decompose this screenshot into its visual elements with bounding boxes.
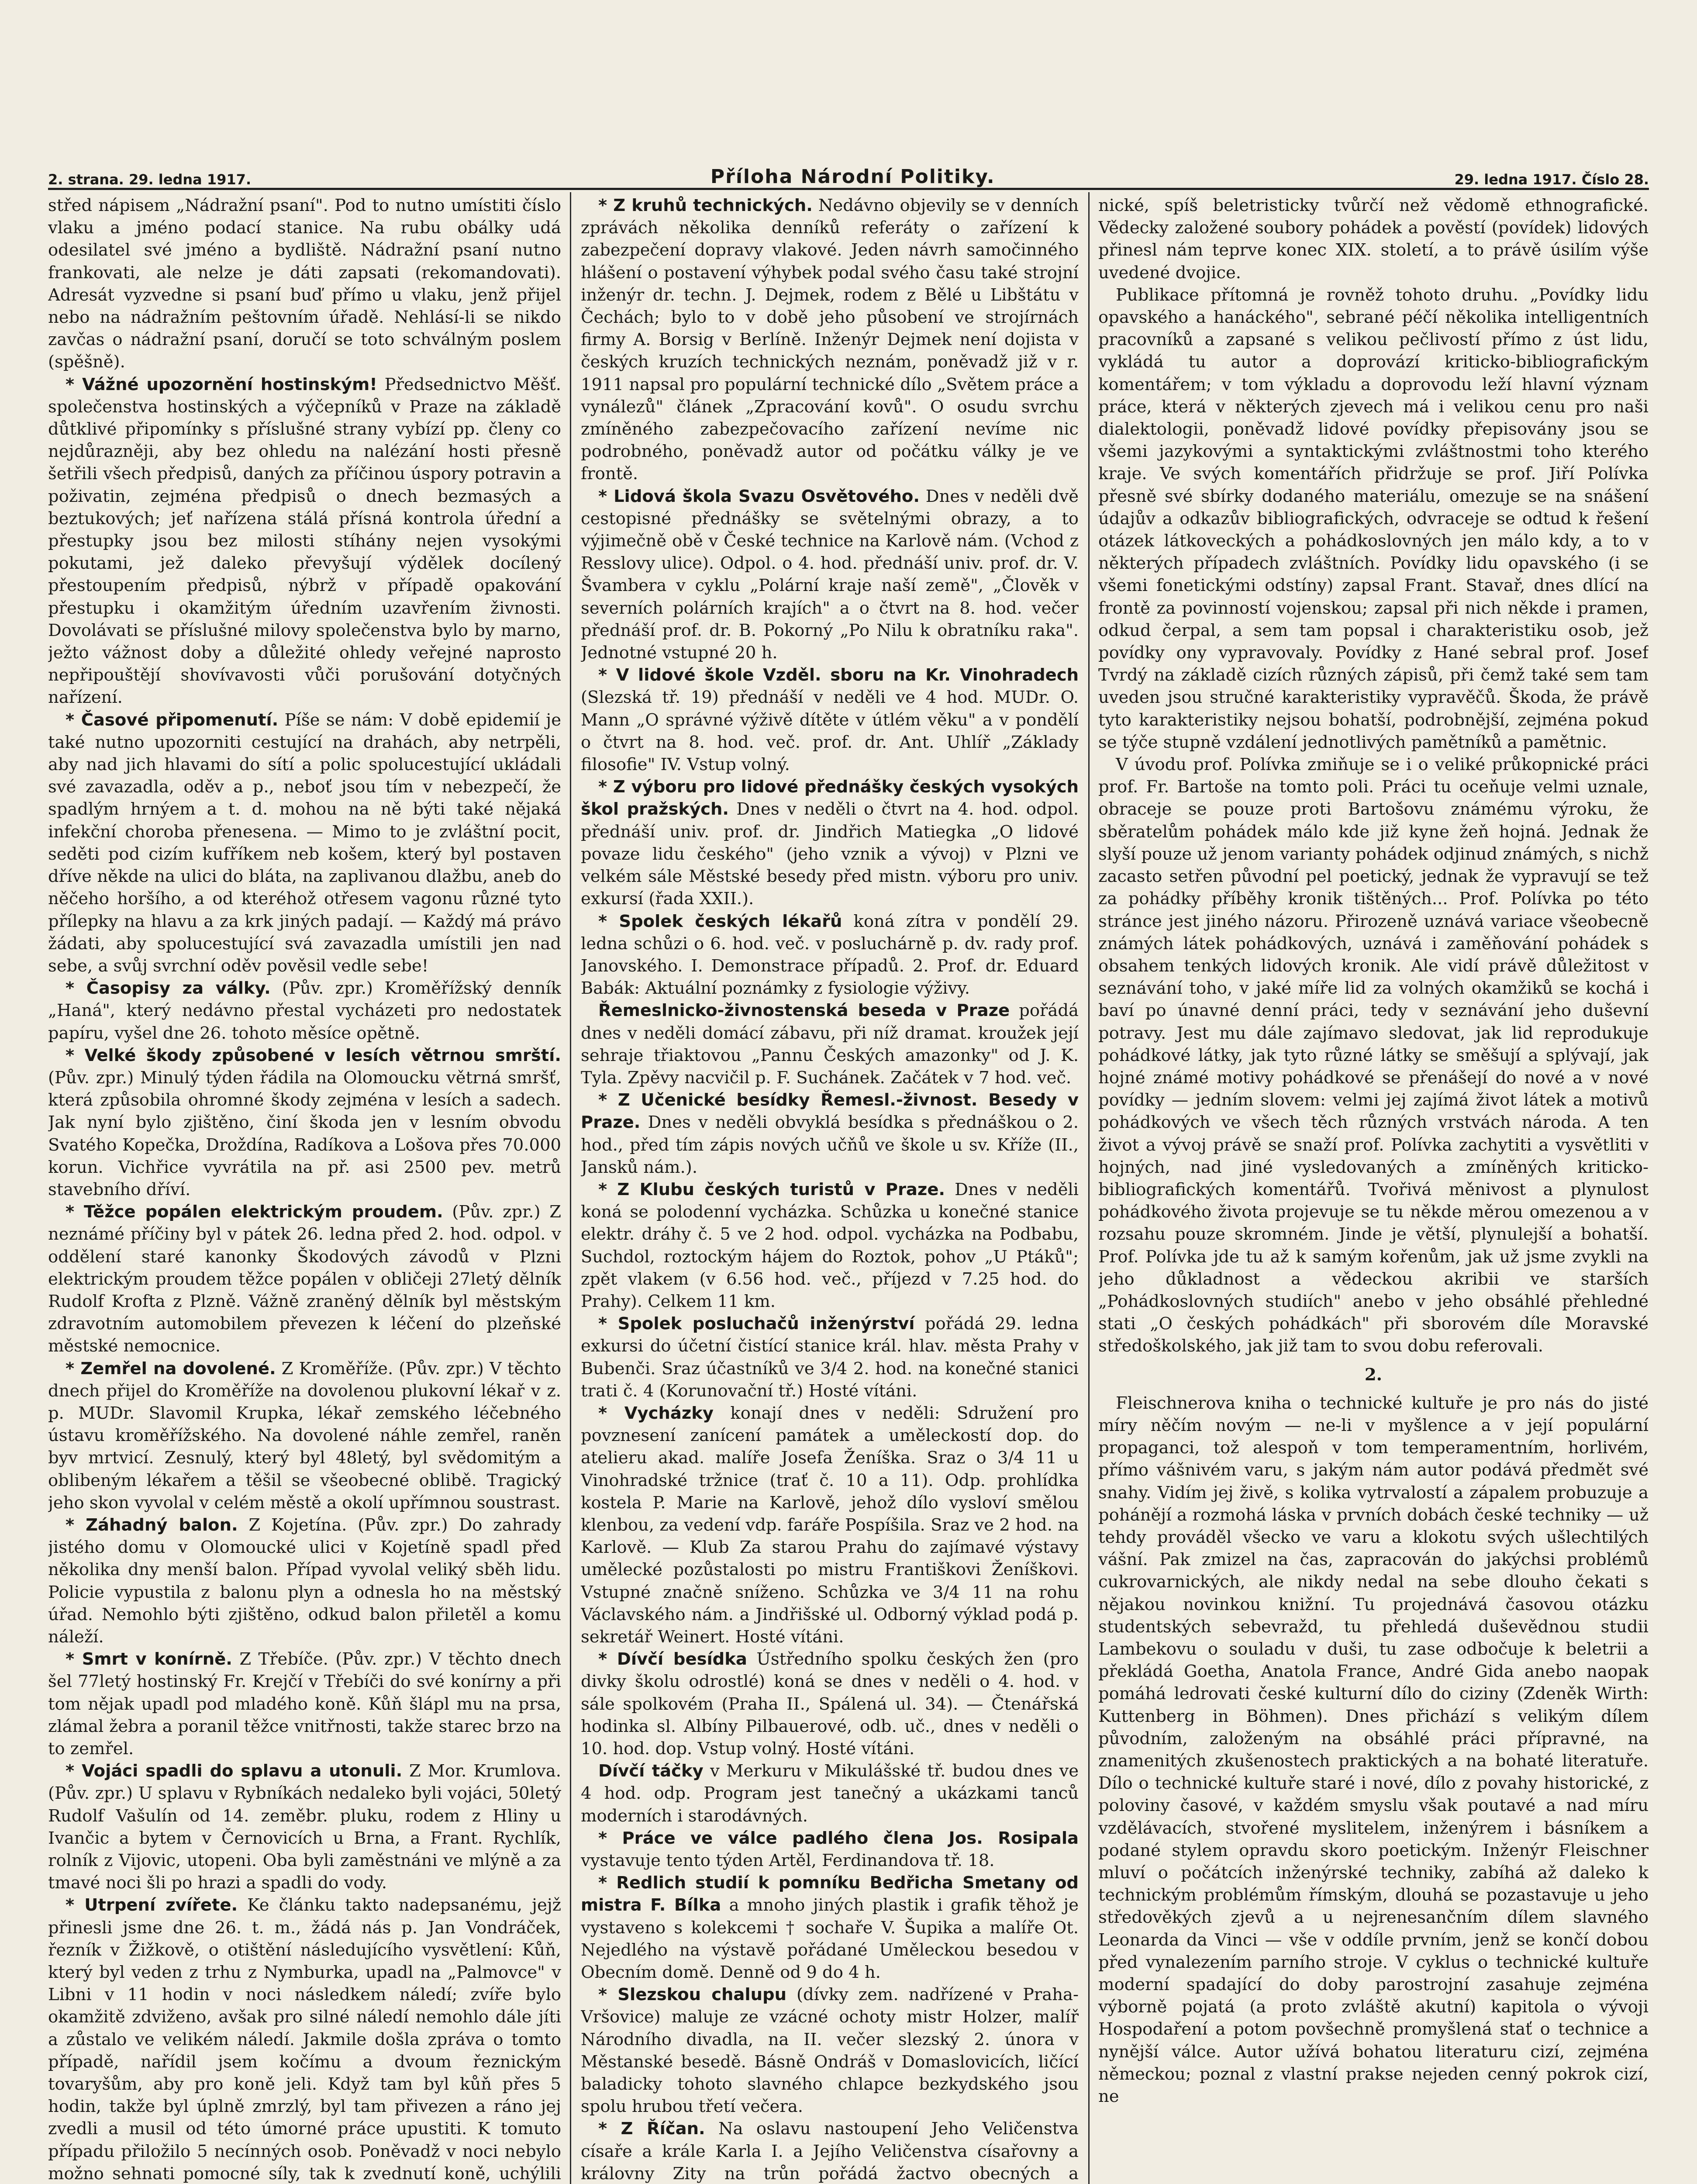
news-body: Dnes v neděli o čtvrt na 4. hod. odpol. přednáší univ. prof. dr. Jindřich Matiegka „O lidové povaze lidu českého" (jeho vznik a vývoj) v Plzni ve velkém sále Městské besedy před mistn. výboru pro univ. exkursí (řada XXII.). — [581, 799, 1079, 909]
news-item — [48, 1894, 561, 2184]
news-item — [48, 977, 561, 1044]
news-heading: * Z Klubu českých turistů v Praze. — [598, 1179, 945, 1199]
news-heading: * Utrpení zvířete. — [66, 1895, 238, 1915]
news-heading: * Zemřel na dovolené. — [66, 1358, 276, 1379]
news-body: (Pův. zpr.) Minulý týden řádila na Olomoucku větrná smršť, která způsobila ohromné škody zejména v lesích a sadech. Jak nyní bylo zjištěno, činí škoda jen v lesním obvodu Svatého Kopečka, Droždína, Radíkova a Lošova přes 70.000 korun. Vichřice vyvrátila na př. asi 2500 pev. metrů stavebního dříví. — [48, 1068, 561, 1199]
news-item — [48, 709, 561, 977]
news-body: vystavuje tento týden Artěl, Ferdinandova tř. 18. — [581, 1851, 995, 1871]
news-item — [581, 485, 1079, 664]
news-heading: Řemeslnicko-živnostenská beseda v Praze — [598, 1001, 1010, 1021]
news-heading: * Spolek českých lékařů — [598, 911, 842, 931]
news-body: Na oslavu nastoupení Jeho Veličenstva císaře a krále Karla I. a Jejího Veličenstva císařovny a královny Zity na trůn pořádá žactvo obecných a — [581, 2119, 1079, 2184]
news-item — [581, 776, 1079, 910]
column-1 — [48, 194, 561, 2184]
news-item — [581, 1827, 1079, 1872]
news-body: Dnes v neděli obvyklá besídka s přednáškou o 2. hod., před tím zápis nových učňů ve škole u sv. Kříže (II., Jansků nám.). — [581, 1113, 1079, 1177]
paragraph: Fleischnerova kniha o technické kultuře je pro nás do jisté míry něčím novým — ne-li v myšlence a v její populární propaganci, tož alespoň v tom temperamentním, horlivém, přímo vášnivém varu, s jakým nám autor podává předmět své snahy. Vidím jej živě, s kolika vytrvalostí a zápalem probuzuje a pohánějí a rozmohá láska v prvních dobách české techniky — už tehdy prováděl všecko ve varu a klokotu svých ušlechtilých vášní. Pak zmizel na čas, zapracován do jakýchsi problémů cukrovarnických, ale nikdy nedal na sebe dlouho čekati s nějakou novinkou knižní. Tu projednává časovou otázku studentských sebevražd, tu přehledá duševědnou studii Lambekovu o souladu v duši, tu zase odbočuje k beletrii a překládá Goetha, Anatola France, André Gida anebo naopak pomáhá ledrovati české kulturní dílo do ciziny (Zdeněk Wirth: Kuttenberg in Böhmen). Dnes přichází s velikým dílem původním, založeným na obsáhlé práci přípravné, na znamenitých zkušenostech praktických a na bohaté literatuře. Dílo o technické kultuře staré i nové, dílo z povahy historické, z poloviny časové, v každém smyslu však poutavé a nad míru vzdělávacích, stvořené myslitelem, inženýrem i básníkem a podané stylem opravdu skoro poetickým. Inženýr Fleischner mluví o počátcích inženýrské techniky, zabíhá až daleko k technickým problémům římským, dlouhá se pozastavuje u jeho středověkých zjevů a u nejrenesančním dílem slavného Leonarda da Vinci — vše v oddíle prvním, jenž se končí dobou před vynalezením parního stroje. V cyklus o technické kultuře moderní spadající do doby parostrojní zasahuje zejména výborně pojatá (a proto zvláště akutní) kapitola o vývoji Hospodaření a potom povšechně promyšlená stať o technice a nynější válce. Autor užívá bohatou literaturu cizí, zejména německou; poznal z vlastní prakse nejeden cenný pokrok cizí, ne — [1098, 1393, 1649, 2107]
news-body: (Pův. zpr.) Z neznámé příčiny byl v pátek 26. ledna před 2. hod. odpol. v oddělení staré kanonky Škodových závodů v Plzni elektrickým proudem těžce popálen v obličeji 27letý dělník Rudolf Krofta z Plzně. Vážně zraněný dělník byl městským zdravotním automobilem převezen k léčení do plzeňské městské nemocnice. — [48, 1202, 561, 1356]
news-heading: * Vážné upozornění hostinským! — [66, 374, 377, 394]
news-body: pořádá 29. ledna exkursi do účetní čistící stanice král. hlav. města Prahy v Bubenči. Sraz účastníků ve 3/4 2. hod. na konečné stanici trati č. 4 (Korunovační tř.) Hosté vítáni. — [581, 1314, 1079, 1401]
header-right: 29. ledna 1917. Číslo 28. — [1454, 171, 1649, 188]
news-item — [581, 664, 1079, 776]
news-heading: * Těžce popálen elektrickým proudem. — [66, 1202, 443, 1222]
news-body: Dnes v neděli dvě cestopisné přednášky se světelnými obrazy, a to výjimečně obě v České technice na Karlově nám. (Vchod z Resslovy ulice). Odpol. o 4. hod. přednáší univ. prof. dr. V. Švambera v cyklu „Polární kraje naší země", „Člověk v severních polárních krajích" a o čtvrt na 8. hod. večer přednáší prof. dr. B. Pokorný „Po Nilu k obratníku raka". Jednotné vstupné 20 h. — [581, 486, 1079, 663]
news-item — [48, 1648, 561, 1760]
paragraph: střed nápisem „Nádražní psaní". Pod to nutno umístiti číslo vlaku a jméno podací stanice. Na rubu obálky udá odesilatel své jméno a bydliště. Nádražní psaní nutno frankovati, ale nelze je dáti zapsati (rekomandovati). Adresát vyzvedne si psaní buď přímo u vlaku, jenž přijel nebo na nádražním peštovním úřadě. Nehlásí-li se nikdo zavčas o nádražní psaní, doručí se toto schválným poslem (spěšně). — [48, 196, 561, 372]
news-body: Z Třebíče. (Pův. zpr.) V těchto dnech šel 77letý hostinský Fr. Krejčí v Třebíči do své konírny a při tom nějak upadl pod mladého koně. Kůň šlápl mu na prsa, zlámal žebra a poranil těžce vnitřnosti, takže starec brzo na to zemřel. — [48, 1649, 561, 1759]
news-heading: Dívčí táčky — [598, 1761, 704, 1781]
news-item — [581, 1402, 1079, 1648]
news-heading: * Z Říčan. — [598, 2119, 705, 2139]
news-body: Z Mor. Krumlova. (Pův. zpr.) U splavu v Rybníkách nedaleko byli vojáci, 50letý Rudolf Vašulín od 14. zeměbr. pluku, rodem z Hliny u Ivančic a bytem v Černovicích u Brna, a Frant. Rychlík, rolník z Vijovic, utopeni. Oba byli zaměstnáni ve mlýně a za tmavé noci šli po hrazi a spadli do vody. — [48, 1761, 561, 1893]
news-heading: * Z výboru pro lidové přednášky českých vysokých škol pražských. — [581, 777, 1079, 819]
news-body: Předsednictvo Měšť. společenstva hostinských a výčepníků v Praze na základě důtklivé připomínky s příslušné strany vybízí pp. členy co nejdůrazněji, aby bez ohledu na nalézání hosti přesně šetřili všech předpisů, daných za příčinou úspory potravin a poživatin, zejména předpisů o dnech bezmasých a beztukových; jeť nařízena stálá přísná kontrola úřední a přestupky jsou bez milosti stíhány nejen vysokými pokutami, jež daleko převyšují výdělek docílený přestoupením předpisů, nýbrž v případě opakování přestupku i okamžitým úředním uzavřením živnosti. Dovolávati se příslušné milovy společenstva bylo by marno, ježto vážnost doby a důležité ohledy veřejné naprosto nepřipouštějí shovívavosti vůči porušování dotyčných nařízení. — [48, 374, 561, 708]
news-body: koná zítra v pondělí 29. ledna schůzi o 6. hod. več. v posluchárně p. dv. rady prof. Janovského. I. Demonstrace případů. 2. Prof. dr. Eduard Babák: Aktuální poznámky z fysiologie výživy. — [581, 911, 1079, 999]
news-item — [581, 910, 1079, 1000]
news-item — [581, 999, 1079, 1089]
column-rule — [570, 192, 571, 2184]
news-body: Z Kojetína. (Pův. zpr.) Do zahrady jistého domu v Olomoucké ulici v Kojetíně spadl před několika dny menší balon. Případ vyvolal veliký sběh lidu. Policie vypustila z balonu plyn a odnesla ho na městský úřad. Nemohlo býti zjištěno, odkud balon přiletěl a komu náleží. — [48, 1515, 561, 1647]
news-heading: * Časopisy za války. — [66, 978, 271, 999]
news-item — [48, 1044, 561, 1201]
news-heading: * Práce ve válce padlého člena Jos. Rosipala — [598, 1828, 1079, 1848]
news-heading: * Spolek posluchačů inženýrství — [598, 1314, 915, 1334]
column-3 — [1098, 194, 1649, 2184]
news-body: (dívky zem. nadřízené v Praha-Vršovice) maluje ze vzácné ochoty mistr Holzer, malíř Národního divadla, na II. večer slezský 2. února v Městanské besedě. Básně Ondráš v Domaslovicích, ličící baladicky tohoto slavného chlapce bezkydského jsou spolu hrubou třetí večera. — [581, 1985, 1079, 2117]
news-item — [581, 2118, 1079, 2184]
news-heading: * Slezskou chalupu — [598, 1985, 786, 2005]
news-item — [581, 194, 1079, 485]
news-heading: * Z kruhů technických. — [598, 196, 813, 215]
news-heading: * Záhadný balon. — [66, 1515, 238, 1535]
news-item — [581, 1760, 1079, 1827]
news-item — [581, 1648, 1079, 1760]
news-item — [581, 1089, 1079, 1178]
news-heading: * Dívčí besídka — [598, 1649, 747, 1669]
news-heading: * Velké škody způsobené v lesích větrnou smrští. — [66, 1045, 561, 1065]
news-item — [581, 1984, 1079, 2118]
news-body: Dnes v neděli koná se polodenní vycházka. Schůzka u konečné stanice elektr. dráhy č. 5 ve 2 hod. odpol. vycházka na Podbabu, Suchdol, roztockým hájem do Roztok, pohov „U Ptáků"; zpět vlakem (v 6.56 hod. več., příjezd v 7.25 hod. do Prahy). Celkem 11 km. — [581, 1179, 1079, 1311]
news-item — [48, 1514, 561, 1648]
news-body: Nedávno objevily se v denních zprávách několika denníků referáty o zařízení k zabezpečení dopravy vlakové. Jeden návrh samočinného hlášení o postavení výhybek podal svého času také strojní inženýr dr. techn. J. Dejmek, rodem z Bělé u Libštátu v Čechách; bylo to v době jeho působení ve strojírnách firmy A. Borsig v Berlíně. Inženýr Dejmek není dojista v českých kruzích technických neznám, poněvadž již v r. 1911 napsal pro populární technické dílo „Světem práce a vynálezů" článek „Zpracování kovů". O osudu svrchu zmíněného zabezpečovacího zařízení nevíme nic podrobného, poněvadž autor od počátku války je ve frontě. — [581, 196, 1079, 484]
news-item — [48, 1201, 561, 1357]
news-item — [48, 1358, 561, 1514]
news-heading: * Časové připomenutí. — [66, 710, 279, 730]
news-item — [581, 1178, 1079, 1313]
news-heading: * V lidové škole Vzděl. sboru na Kr. Vinohradech — [598, 665, 1079, 685]
news-heading: * Z Učenické besídky Řemesl.-živnost. Besedy v Praze. — [581, 1090, 1079, 1133]
news-item — [581, 1872, 1079, 1984]
news-body: a mnoho jiných plastik i grafik těhož je vystaveno s kolekcemi † sochaře V. Šupika a malíře Ot. Nejedlého na výstavě pořádané Uměleckou besedou v Obecním domě. Denně od 9 do 4 h. — [581, 1895, 1079, 1983]
news-body: Ústředního spolku českých žen (pro divky školu odrostlé) koná se dnes v neděli o 4. hod. v sále spolkovém (Praha II., Spálená ul. 34). — Čtenářská hodinka sl. Albíny Pilbauerové, odb. uč., dnes v neděli o 10. hod. dop. Vstup volný. Hosté vítáni. — [581, 1649, 1079, 1759]
news-item — [48, 373, 561, 709]
news-body: Ke článku takto nadepsanému, jejž přinesli jsme dne 26. t. m., žádá nás p. Jan Vondráček, řezník v Žižkově, o otištění následujícího vysvětlení: Kůň, který byl veden z trhu z Nymburka, upadl na „Palmovce" v Libni v 11 hodin v noci následkem náledí; zvíře bylo okamžitě zdviženo, avšak pro silné náledí nemohlo dále jíti a zůstalo ve velikém náledí. Jakmile došla zpráva o tomto případě, nařídil jsem kočímu a dvoum řeznickým tovaryšům, aby pro koně jeli. Když tam byl kůň přes 5 hodin, takže byl úplně zmrzlý, byl tam přivezen a ráno jej zvedli a musil od této úmorné práce upustiti. K tomuto případu přiložilo 5 necínných osob. Poněvadž v noci nebylo možno sehnati pomocné síly, tak k zvednutí koně, uchýlili — [48, 1895, 561, 2184]
news-body: Píše se nám: V době epidemií je také nutno upozorniti cestující na drahách, aby netrpěli, aby nad jich hlavami do sítí a polic spolucestující ukládali své zavazadla, oděv a p., neboť jsou tím v nebezpečí, že spadlým hrnýem a t. d. mohou na ně býti také nějaká infekční choroba přenesena. — Mimo to je zvláštní pocit, seděti pod cizím kufříkem neb košem, který byl postaven dříve někde na ulici do bláta, na zaplivanou dlažbu, aneb do něčeho horšího, a od kteréhož otřesem vagonu různé tyto přílepky na hlavu a za krk jiných padají. — Každý má právo žádati, aby spolucestující svá zavazadla umístili jen nad sebe, a svůj svrchní oděv pověsil vedle sebe! — [48, 710, 561, 976]
news-item — [581, 1313, 1079, 1402]
news-heading: * Vojáci spadli do splavu a utonuli. — [66, 1761, 403, 1781]
part-number: 2. — [1364, 1365, 1383, 1385]
header-center: Příloha Národní Politiky. — [710, 166, 995, 188]
news-heading: * Lidová škola Svazu Osvětového. — [598, 486, 920, 506]
paragraph: nické, spíš beletristicky tvůrčí než vědomě ethnografické. Vědecky založené soubory pohádek a pověstí (povídek) lidových přinesl nám teprve konec XIX. století, a to právě úsilím výše uvedené dvojice. — [1098, 196, 1649, 283]
news-body: v Merkuru v Mikulášské tř. budou dnes ve 4 hod. odp. Program jest tanečný a ukázkami tanců moderních i starodávných. — [581, 1761, 1079, 1826]
page-header — [48, 157, 1649, 190]
header-left: 2. strana. 29. ledna 1917. — [48, 171, 252, 188]
news-heading: * Vycházky — [598, 1403, 714, 1423]
news-body: konají dnes v neděli: Sdružení pro povznesení zanícení památek a uměleckostí dop. do atelieru akad. malíře Josefa Ženíška. Sraz o 3/4 11 u Vinohradské tržnice (trať č. 10 a 11). Odp. prohlídka kostela P. Marie na Karlově, jehož dílo vysloví smělou klenbou, za vedení vdp. faráře Pospíšila. Sraz ve 2 hod. na Karlově. — Klub Za starou Prahu do zajímavé výstavy umělecké pozůstalosti po mistru Františkovi Ženíškovi. Vstupné značně sníženo. Schůzka ve 3/4 11 na rohu Václavského nám. a Jindřišské ul. Odborný výklad podá p. sekretář Weinert. Hosté vítáni. — [581, 1403, 1079, 1647]
column-2 — [581, 194, 1079, 2184]
news-body: (Slezská tř. 19) přednáší v neděli ve 4 hod. MUDr. O. Mann „O správné výživě dítěte v útlém věku" a v pondělí o čtvrt na 8. hod. več. prof. dr. Ant. Uhlíř „Základy filosofie" IV. Vstup volný. — [581, 688, 1079, 775]
news-body: Z Kroměříže. (Pův. zpr.) V těchto dnech přijel do Kroměříže na dovolenou plukovní lékař v z. p. MUDr. Slavomil Krupka, lékař zemského léčebného ústavu kroměřížského. Na dovolené náhle zemřel, raněn byv mrtvicí. Zesnulý, který byl 48letý, byl svědomitým a oblibeným lékařem a těšil se všeobecné oblibě. Tragický jeho skon vyvolal v celém městě a okolí upřímnou soustrast. — [48, 1358, 561, 1513]
news-heading: * Smrt v konírně. — [66, 1649, 232, 1669]
news-body: pořádá dnes v neděli domácí zábavu, při níž dramat. kroužek její sehraje třiaktovou „Pannu Českých amazonky" od J. K. Tyla. Zpěvy nacvičil p. F. Suchánek. Začátek v 7 hod. več. — [581, 1001, 1079, 1088]
column-rule — [1088, 192, 1090, 2184]
news-heading: * Redlich studií k pomníku Bedřicha Smetany od mistra F. Bílka — [581, 1873, 1079, 1915]
paragraph: Publikace přítomná je rovněž tohoto druhu. „Povídky lidu opavského a hanáckého", sebrané péčí několika intelligentních pracovníků a zapsané s velikou pečlivostí přímo z úst lidu, vykládá tu autor a doprovází kriticko-bibliografickým komentářem; v tom výkladu a doprovodu leží hlavní význam práce, která v některých zjevech má i velikou cenu pro naši dialektologii, poněvadž lidové povídky přepisovány jsou se všemi jazykovými a syntaktickými zvláštnostmi toho kterého kraje. Ve svých komentářích přidržuje se prof. Jiří Polívka přesně své sbírky dodaného materiálu, omezuje se na snášení údajův a odkazův bibliografických, odvraceje se odtud k řešení otázek látkoveckých a pohádkoslovných jen málo kdy, a to v některých případech zvláštních. Povídky lidu opavského (i se všemi fonetickými odstíny) zapsal Frant. Stavař, dnes dlící na frontě za povinností vojenskou; zapsal při nich někde i pramen, odkud čerpal, a sem tam popsal i charakteristiku osob, jež povídky ony vypravovaly. Povídky z Hané sebral prof. Josef Tvrdý na základě cizích různých zápisů, při čemž také sem tam uveden jsou stručné karakteristiky vypravěčů. Škoda, že právě tyto karakteristiky nejsou bohatší, podrobnější, zejména pokud se týče stupně vzdálení jednotlivých pamětníků a pamětnic. — [1098, 285, 1649, 752]
news-body: (Pův. zpr.) Kroměřížský denník „Haná", který nedávno přestal vycházeti pro nedostatek papíru, vyšel dne 26. tohoto měsíce opětně. — [48, 978, 561, 1043]
paragraph: V úvodu prof. Polívka zmiňuje se i o veliké průkopnické práci prof. Fr. Bartoše na tomto poli. Práci tu oceňuje velmi uznale, obraceje se pouze proti Bartošovu známému výroku, že sběratelům pohádek málo kde již kyne žeň hojná. Jednak že slyší pouze už jenom varianty pohádek odjinud známých, s nichž zacasto setřen původní pel poetický, jednak že vypravují se tež za pohádky příběhy kronik tištěných... Prof. Polívka po této stránce jest jiného názoru. Přirozeně uznává variace všeobecně známých látek pohádkových, uznává i zaměňování pohádek s obsahem tenkých lidových kronik. Ale vidí právě důležitost v seznávání toho, v jaké míře lid za volných okamžiků se kochá i baví po únavné denní práci, tedy v seznávání jeho duševní potravy. Jest mu dále zajímavo sledovat, jak lid reprodukuje pohádkové látky, jak tyto různé látky se směšují a splývají, jak hojné známé motivy pohádkové se přenášejí do nové a v nové povídky — jedním slovem: velmi jej zajímá život látek a motivů pohádkových ve všech těch různých vrstvách národa. A ten život a vývoj právě se snaží prof. Polívka zachytiti a vysvětliti v hojných, nad jiné vysledovaných a zmíněných kriticko-bibliografických komentářů. Tvořivá měnivost a plynulost pohádkového života projevuje se tu někde měrou omezenou a v rozsahu pouze skromném. Jinde je větší, plynulejší a bohatší. Prof. Polívka jde tu až k samým kořenům, jak už jsme zvykli na jeho důkladnost a vědeckou akribii ve starších „Pohádkoslovných studiích" anebo v jeho obsáhlé přehledné stati „O českých pohádkách" při sborovém díle Moravské středoškolského, jak již tam to svou dobu referovali. — [1098, 755, 1649, 1356]
news-item — [48, 1760, 561, 1894]
